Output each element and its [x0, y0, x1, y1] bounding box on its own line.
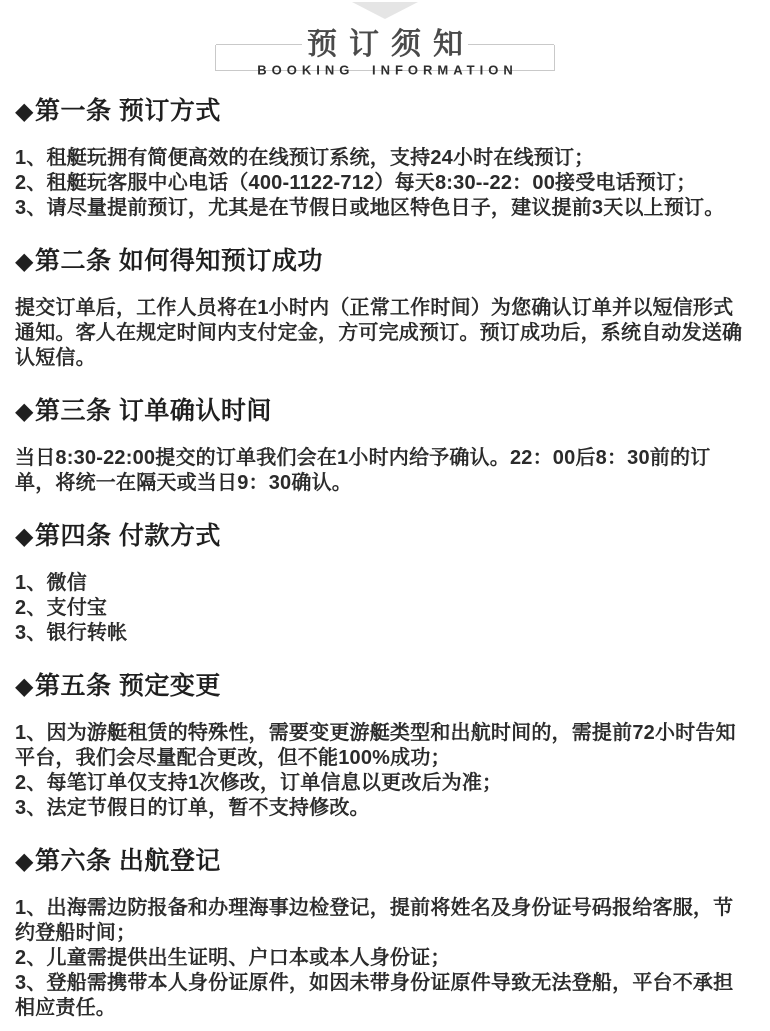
page-content [0, 97, 770, 1021]
diamond-icon: ◆ [15, 673, 34, 700]
list-item: 1、因为游艇租赁的特殊性，需要变更游艇类型和出航时间的，需提前72小时告知平台，我们会尽量配合更改，但不能100%成功； [15, 722, 736, 769]
section-paragraph: 提交订单后，工作人员将在1小时内（正常工作时间）为您确认订单并以短信形式通知。客人在规定时间内支付定金，方可完成预订。预订成功后，系统自动发送确认短信。 [15, 297, 743, 369]
diamond-icon: ◆ [15, 398, 34, 425]
section-heading-text: 第三条 订单确认时间 [34, 397, 272, 425]
diamond-icon: ◆ [15, 98, 34, 125]
section-article-5 [15, 672, 750, 821]
list-item: 3、登船需携带本人身份证原件，如因未带身份证原件导致无法登船，平台不承担相应责任。 [15, 972, 734, 1019]
header-frame-top-left-line [216, 44, 302, 45]
section-heading [15, 97, 750, 126]
down-triangle-icon [352, 2, 418, 19]
section-heading [15, 672, 750, 701]
page-header [0, 28, 770, 78]
section-article-2 [15, 247, 750, 371]
section-heading [15, 397, 750, 426]
header-frame-top-right-line [468, 44, 554, 45]
list-item: 3、法定节假日的订单，暂不支持修改。 [15, 797, 370, 819]
diamond-icon: ◆ [15, 523, 34, 550]
diamond-icon: ◆ [15, 248, 34, 275]
page-title: 预订须知 [307, 28, 475, 61]
list-item: 1、出海需边防报备和办理海事边检登记，提前将姓名及身份证号码报给客服，节约登船时间； [15, 897, 734, 944]
section-article-6 [15, 847, 750, 1021]
section-heading-text: 第五条 预定变更 [34, 672, 221, 700]
list-item: 2、支付宝 [15, 597, 108, 619]
section-heading-text: 第六条 出航登记 [34, 847, 221, 875]
list-item: 1、微信 [15, 572, 87, 594]
list-item: 3、请尽量提前预订，尤其是在节假日或地区特色日子，建议提前3天以上预订。 [15, 197, 725, 219]
list-item: 3、银行转帐 [15, 622, 128, 644]
section-heading [15, 247, 750, 276]
section-heading [15, 847, 750, 876]
page-subtitle: BOOKING INFORMATION [257, 62, 518, 78]
list-item: 2、儿童需提供出生证明、户口本或本人身份证； [15, 947, 451, 969]
section-heading-text: 第一条 预订方式 [34, 97, 221, 125]
section-article-3 [15, 397, 750, 496]
list-item: 2、每笔订单仅支持1次修改，订单信息以更改后为准； [15, 772, 503, 794]
section-article-1 [15, 97, 750, 221]
section-heading-text: 第二条 如何得知预订成功 [34, 247, 323, 275]
list-item: 2、租艇玩客服中心电话（400-1122-712）每天8:30--22：00接受电话预订； [15, 172, 697, 194]
diamond-icon: ◆ [15, 848, 34, 875]
list-item: 1、租艇玩拥有简便高效的在线预订系统，支持24小时在线预订； [15, 147, 595, 169]
section-article-4 [15, 522, 750, 646]
header-frame [215, 28, 555, 78]
section-heading-text: 第四条 付款方式 [34, 522, 221, 550]
section-heading [15, 522, 750, 551]
section-paragraph: 当日8:30-22:00提交的订单我们会在1小时内给予确认。22：00后8：30前的订单，将统一在隔天或当日9：30确认。 [15, 447, 711, 494]
